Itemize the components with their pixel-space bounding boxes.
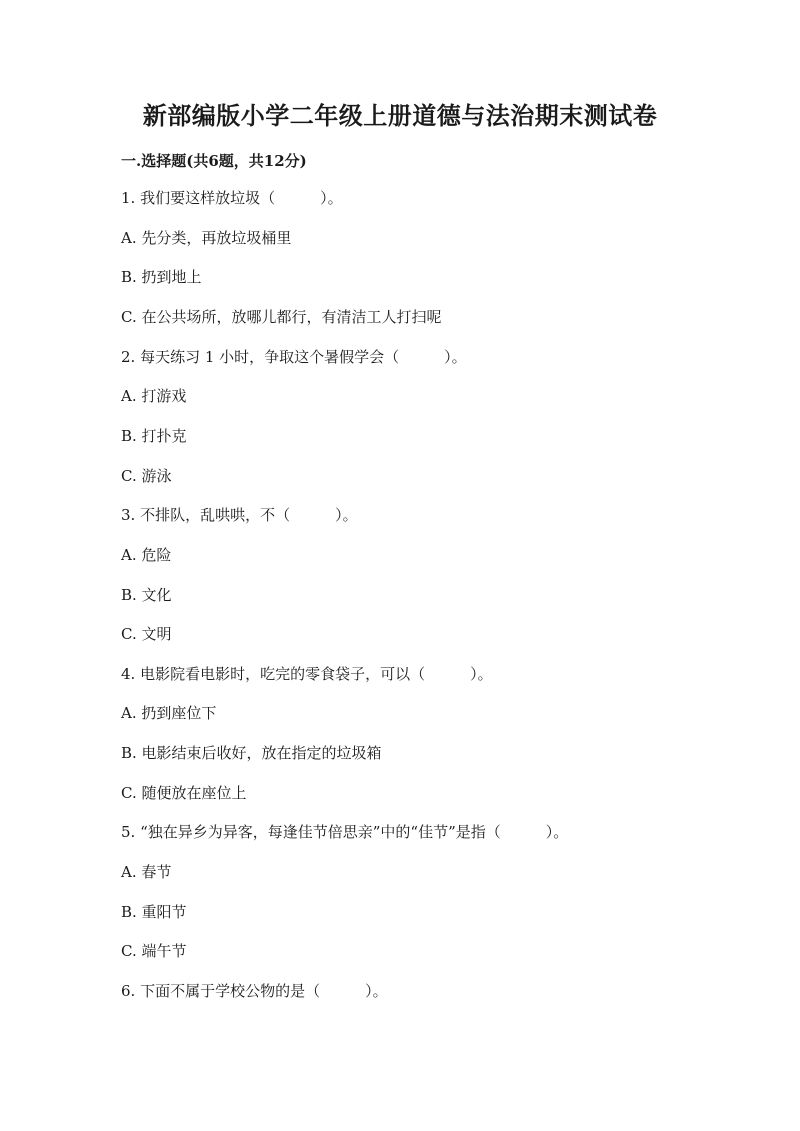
- question-4-option-a: A. 扔到座位下: [121, 704, 217, 722]
- question-4-option-b: B. 电影结束后收好，放在指定的垃圾箱: [121, 744, 382, 762]
- question-3-stem: 3. 不排队，乱哄哄，不（ ）。: [121, 506, 358, 524]
- question-2-option-a: A. 打游戏: [121, 387, 187, 405]
- question-5-option-b: B. 重阳节: [121, 903, 187, 921]
- question-1-option-a: A. 先分类，再放垃圾桶里: [121, 229, 292, 247]
- question-1-option-b: B. 扔到地上: [121, 268, 202, 286]
- question-2-option-b: B. 打扑克: [121, 427, 187, 445]
- question-4-option-c: C. 随便放在座位上: [121, 784, 247, 802]
- page-title: 新部编版小学二年级上册道德与法治期末测试卷: [142, 101, 658, 130]
- question-5-option-c: C. 端午节: [121, 942, 187, 960]
- question-5-option-a: A. 春节: [121, 863, 172, 881]
- question-2-option-c: C. 游泳: [121, 467, 172, 485]
- question-4-stem: 4. 电影院看电影时，吃完的零食袋子，可以（ ）。: [121, 665, 493, 683]
- question-6-stem: 6. 下面不属于学校公物的是（ ）。: [121, 982, 388, 1000]
- question-3-option-a: A. 危险: [121, 546, 172, 564]
- question-1-stem: 1. 我们要这样放垃圾（ ）。: [121, 189, 343, 207]
- question-3-option-c: C. 文明: [121, 625, 172, 643]
- section-heading: 一.选择题(共6题，共12分): [121, 152, 307, 170]
- question-1-option-c: C. 在公共场所，放哪儿都行，有清洁工人打扫呢: [121, 308, 442, 326]
- question-5-stem: 5. “独在异乡为异客，每逢佳节倍思亲”中的“佳节”是指（ ）。: [121, 823, 569, 841]
- question-3-option-b: B. 文化: [121, 586, 172, 604]
- question-2-stem: 2. 每天练习 1 小时，争取这个暑假学会（ ）。: [121, 348, 467, 366]
